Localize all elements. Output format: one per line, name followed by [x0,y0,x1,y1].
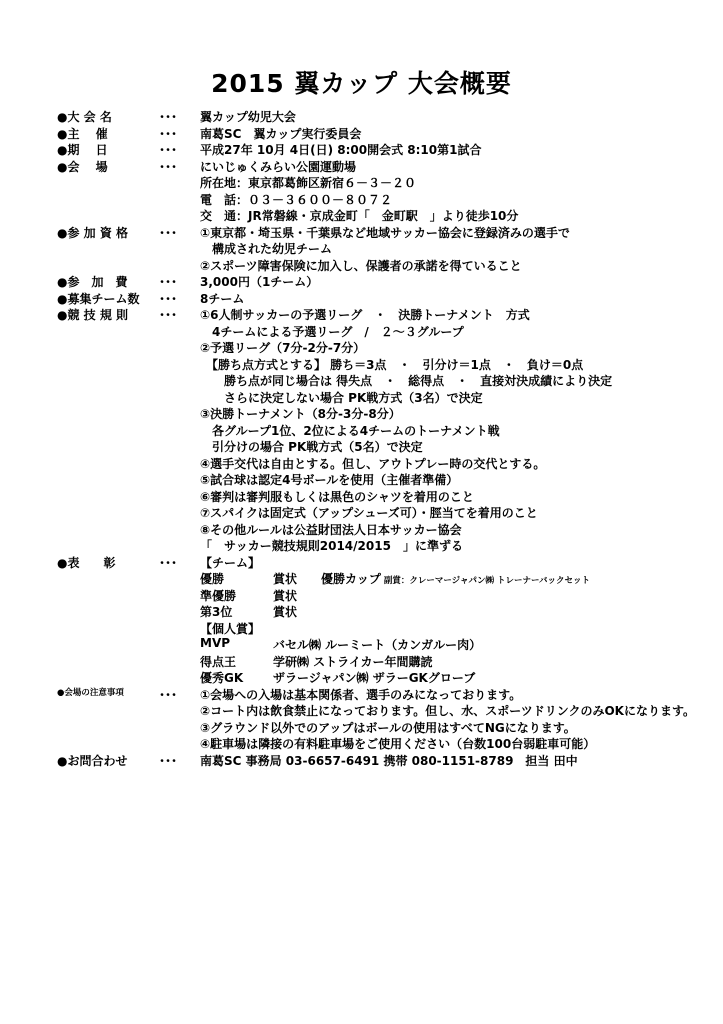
award-rank: 準優勝 [200,588,237,603]
individual-award-row [57,669,697,686]
row-label: ●参 加 資 格 [57,225,129,240]
row-text: ②予選リーグ（7分-2分-7分） [200,341,366,355]
row-label: ●会 場 [57,159,108,174]
dots: ･･･ [159,291,178,306]
dots: ･･･ [159,687,178,702]
row-label: ●表 彰 [57,555,116,570]
team-awards [57,570,697,620]
overview-row [57,537,697,554]
note-text: ④駐車場は隣接の有料駐車場をご使用ください（台数100台弱駐車可能） [200,737,596,751]
row-text: 電 話：０３－３６００－８０７２ [200,192,393,207]
overview-row [57,158,697,175]
note-text: ③グラウンド以外でのアップはボールの使用はすべてNGになります。 [200,720,576,735]
row-text: 南葛SC 翼カップ実行委員会 [200,126,362,141]
overview-row [57,240,697,257]
award-row [57,570,697,587]
overview-row [57,207,697,224]
individual-awards [57,636,697,686]
overview-row [57,471,697,488]
row-text: 3,000円（1チーム） [200,275,319,289]
overview-row [57,405,697,422]
overview-row [57,125,697,142]
overview-row [57,306,697,323]
overview-row [57,422,697,439]
note-text: ②コート内は飲食禁止になっております。但し、水、スポーツドリンクのみOKになります。 [200,704,696,718]
note-row [57,686,697,703]
overview-row [57,438,697,455]
row-text: 交 通：JR常磐線・京成金町「 金町駅 」より徒歩10分 [200,209,519,223]
dots: ･･･ [159,110,178,124]
dots: ･･･ [159,143,178,157]
award-row [57,603,697,620]
overview-row [57,356,697,373]
overview-row [57,174,697,191]
row-text: 【勝ち点方式とする】 勝ち＝3点 ・ 引分け＝1点 ・ 負け＝0点 [200,357,584,372]
award-rank: 優勝 [200,572,225,586]
overview-row [57,108,697,125]
contact-text: 南葛SC 事務局 03-6657-6491 携帯 080-1151-8789 担当 田中 [200,753,578,768]
row-text: ⑥審判は審判服もしくは黒色のシャツを着用のこと [200,489,474,504]
overview-row [57,372,697,389]
overview-row [57,323,697,340]
row-text: ②スポーツ障害保険に加入し、保護者の承諾を得ていること [200,258,522,273]
row-label: ●期 日 [57,143,108,157]
row-text: 構成された幼児チーム [200,242,333,256]
note-text: ①会場への入場は基本関係者、選手のみになっております。 [200,687,522,702]
dots: ･･･ [159,308,178,322]
award-prize: 賞状 [273,588,298,603]
individual-award-heading: 【個人賞】 [200,621,261,636]
row-text: 8チーム [200,291,245,306]
award-prize: 賞状 [273,572,298,586]
individual-award-prize: ザラージャパン㈱ ザラーGKグローブ [273,671,476,685]
individual-award-title: 得点王 [200,654,237,669]
overview-row [57,191,697,208]
row-text: ⑤試合球は認定4号ボールを使用（主催者準備） [200,473,459,487]
row-text: ⑧その他ルールは公益財団法人日本サッカー協会 [200,522,462,537]
overview-row [57,521,697,538]
overview-row [57,389,697,406]
contact-label: ●お問合わせ [57,753,128,768]
overview-row [57,488,697,505]
dots: ･･･ [159,159,178,174]
dots: ･･･ [159,225,178,240]
row-text: 平成27年 10月 4日(日) 8:00開会式 8:10第1試合 [200,143,482,157]
overview-row [57,339,697,356]
venue-notes [57,686,697,752]
row-text: さらに決定しない場合 PK戦方式（3名）で決定 [200,390,483,405]
overview-row [57,257,697,274]
row-label: ●募集チーム数 [57,291,140,306]
note-row [57,735,697,752]
overview-row [57,224,697,241]
row-text: ①6人制サッカーの予選リーグ ・ 決勝トーナメント 方式 [200,308,530,322]
row-text: にいじゅくみらい公園運動場 [200,159,357,174]
dots: ･･･ [159,275,178,289]
award-extra [321,570,590,587]
overview-row [57,141,697,158]
row-text: 翼カップ幼児大会 [200,110,296,124]
overview-row [57,455,697,472]
award-row [57,587,697,604]
award-cup: 優勝カップ [321,572,381,586]
row-text: 「 サッカー競技規則2014/2015 」に準ずる [200,539,463,553]
row-text: ③決勝トーナメント（8分-3分-8分） [200,407,401,421]
note-row [57,719,697,736]
individual-award-row [57,636,697,653]
row-text: 4チームによる予選リーグ / ２～３グループ [200,324,464,339]
award-rank: 第3位 [200,605,233,619]
row-text: ⑦スパイクは固定式（アップシューズ可）・脛当てを着用のこと [200,506,538,520]
row-text: 所在地：東京都葛飾区新宿６－３－２０ [200,176,417,190]
dots: ･･･ [159,753,178,768]
contact-row [57,752,697,769]
individual-award-prize: 学研㈱ ストライカー年間購読 [273,654,433,669]
page-title: 2015 翼カップ 大会概要 [211,69,512,98]
row-label: ●大 会 名 [57,110,112,124]
row-text: 各グループ1位、2位による4チームのトーナメント戦 [200,423,500,438]
overview-row [57,554,697,571]
row-text: 引分けの場合 PK戦方式（5名）で決定 [200,440,423,454]
individual-award-title: 優秀GK [200,671,244,685]
overview-row [57,290,697,307]
individual-award-row [57,653,697,670]
dots: ･･･ [159,555,178,570]
row-label: ●競 技 規 則 [57,308,129,322]
notes-label: ●会場の注意事項 [57,687,124,698]
individual-award-prize: バセル㈱ ルーミート（カンガルー肉） [273,638,482,652]
row-text: 【チーム】 [200,555,261,570]
overview-row [57,504,697,521]
individual-award-title: MVP [200,636,231,650]
award-prize: 賞状 [273,605,298,619]
row-text: ④選手交代は自由とする。但し、アウトプレー時の交代とする。 [200,456,546,471]
award-sub-prize: 副賞：クレーマージャパン㈱ トレーナーバックセット [380,576,591,586]
dots: ･･･ [159,126,178,141]
row-text: 勝ち点が同じ場合は 得失点 ・ 総得点 ・ 直接対決成績により決定 [200,374,613,388]
overview-row [57,273,697,290]
row-text: ①東京都・埼玉県・千葉県など地域サッカー協会に登録済みの選手で [200,225,570,240]
row-label: ●参 加 費 [57,275,128,289]
document-body [57,108,697,768]
note-row [57,702,697,719]
overview-rows [57,108,697,570]
row-label: ●主 催 [57,126,108,141]
